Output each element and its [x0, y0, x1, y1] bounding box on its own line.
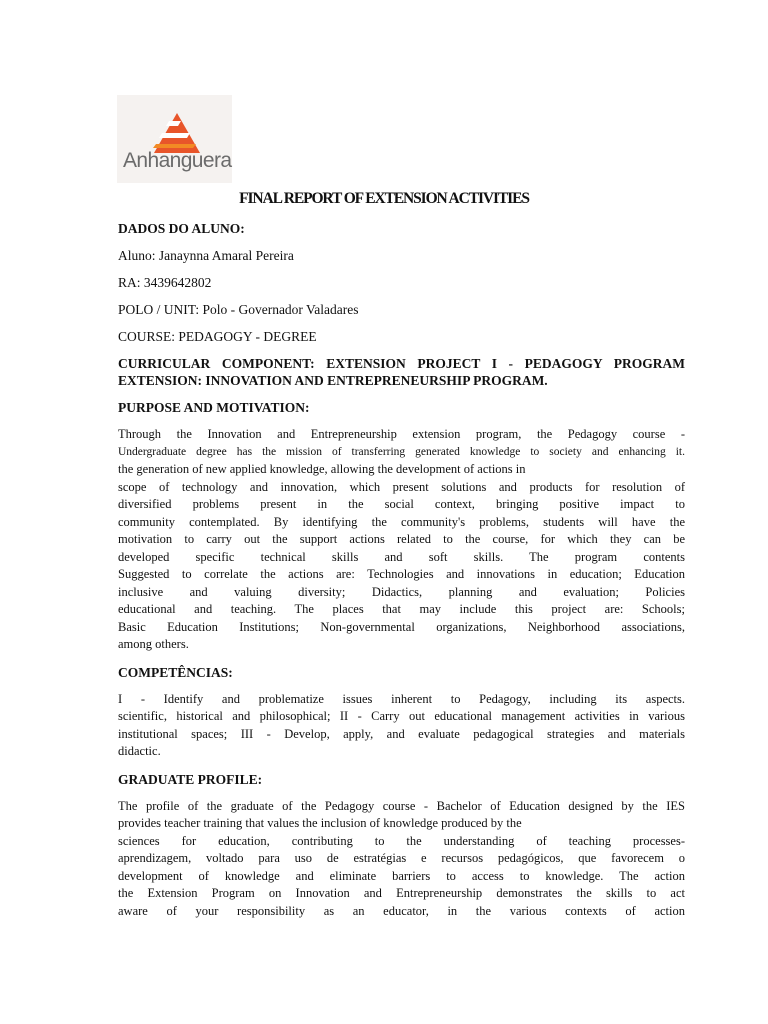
purpose-heading: PURPOSE AND MOTIVATION:: [118, 400, 310, 415]
competencies-line: I - Identify and problematize issues inherent to Pedagogy, including its aspects.: [118, 691, 685, 706]
course-field: COURSE: PEDAGOGY - DEGREE: [118, 329, 317, 344]
purpose-line: Suggested to correlate the actions are: Technologies and innovations in education; Education: [118, 567, 685, 581]
anhanguera-logo: [117, 95, 232, 183]
competencies-line: didactic.: [118, 744, 161, 758]
graduate-profile-line: aware of your responsibility as an educator, in the various contexts of action: [118, 903, 685, 918]
graduate-profile-paragraph: [118, 798, 685, 921]
student-ra-field: RA: 3439642802: [118, 275, 212, 290]
graduate-profile-heading: GRADUATE PROFILE:: [118, 771, 263, 787]
purpose-line: the generation of new applied knowledge, allowing the development of actions in: [118, 462, 526, 476]
student-data-heading: DADOS DO ALUNO:: [118, 221, 245, 236]
competencies-line: scientific, historical and philosophical; II - Carry out educational management activities in various: [118, 709, 685, 723]
student-name-field: Aluno: Janaynna Amaral Pereira: [118, 248, 294, 263]
purpose-line: educational and teaching. The places that may include this project are: Schools;: [118, 602, 685, 616]
purpose-line: Undergraduate degree has the mission of transferring generated knowledge to society and enhancing it.: [118, 445, 685, 458]
graduate-profile-line: The profile of the graduate of the Pedagogy course - Bachelor of Education designed by the IES: [118, 798, 685, 813]
report-title: FINAL REPORT OF EXTENSION ACTIVITIES: [239, 190, 529, 207]
purpose-line: scope of technology and innovation, which present solutions and products for resolution of: [118, 479, 685, 494]
purpose-line: developed specific technical skills and soft skills. The program contents: [118, 549, 685, 564]
anhanguera-logo-icon: [117, 95, 232, 153]
competencies-paragraph: [118, 691, 685, 761]
curricular-component-heading: CURRICULAR COMPONENT: EXTENSION PROJECT I - PEDAGOGY PROGRAM EXTENSION: INNOVATION AND ENTREPRENEURSHIP PROGRAM.: [118, 356, 685, 388]
purpose-line: Through the Innovation and Entrepreneurship extension program, the Pedagogy course -: [118, 427, 685, 441]
purpose-line: Basic Education Institutions; Non-governmental organizations, Neighborhood associations,: [118, 619, 685, 634]
purpose-line: diversified problems present in the social context, bringing positive impact to: [118, 497, 685, 511]
purpose-line: among others.: [118, 637, 189, 651]
logo-text: Anhanguera: [123, 149, 232, 172]
purpose-paragraph: [118, 426, 685, 654]
purpose-line: inclusive and valuing diversity; Didactics, planning and evaluation; Policies: [118, 584, 685, 599]
report-body: [118, 220, 685, 930]
graduate-profile-line: development of knowledge and eliminate barriers to access to knowledge. The action: [118, 868, 685, 883]
competencies-heading: COMPETÊNCIAS:: [118, 664, 233, 680]
graduate-profile-line: sciences for education, contributing to the understanding of teaching processes-: [118, 833, 685, 848]
purpose-line: motivation to carry out the support actions related to the course, for which they can be: [118, 532, 685, 546]
graduate-profile-line: provides teacher training that values the inclusion of knowledge produced by the: [118, 816, 522, 830]
polo-unit-field: POLO / UNIT: Polo - Governador Valadares: [118, 302, 359, 317]
purpose-line: community contemplated. By identifying the community's problems, students will have the: [118, 514, 685, 529]
graduate-profile-line: aprendizagem, voltado para uso de estratégias e recursos pedagógicos, que favorecem o: [118, 851, 685, 865]
graduate-profile-line: the Extension Program on Innovation and Entrepreneurship demonstrates the skills to act: [118, 886, 685, 900]
competencies-line: institutional spaces; III - Develop, apply, and evaluate pedagogical strategies and materials: [118, 726, 685, 741]
